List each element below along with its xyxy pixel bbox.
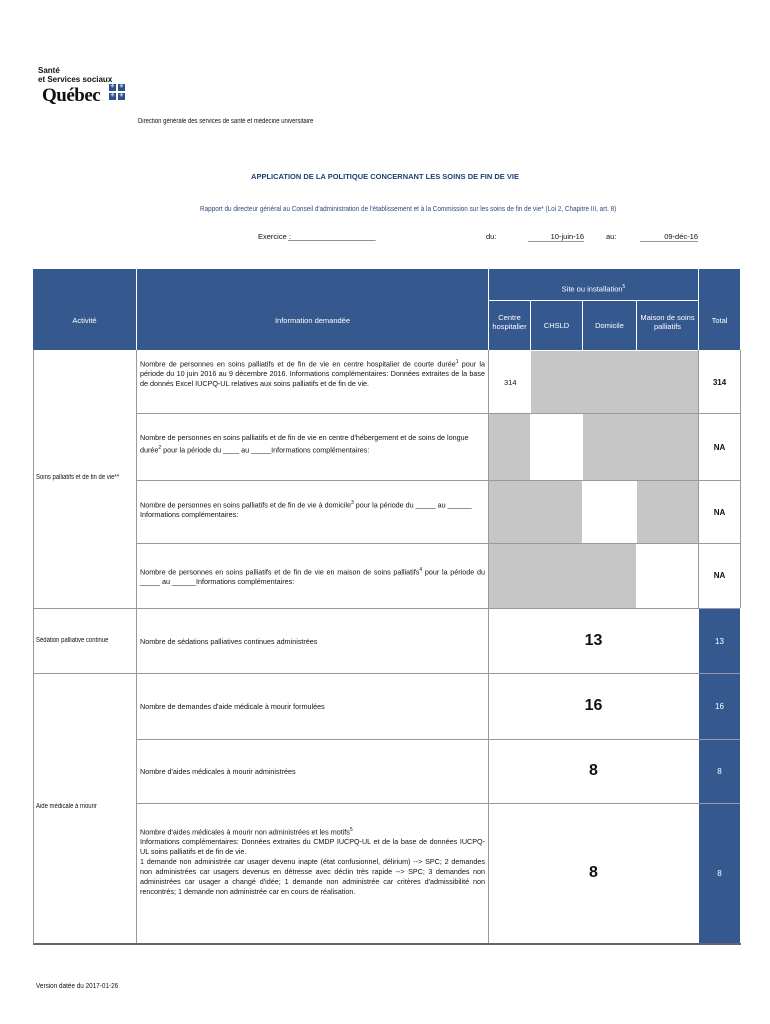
from-date: 10-juin-16	[528, 232, 584, 242]
row-5-value: 13	[584, 632, 603, 649]
col-centre-hospitalier: Centre hospitalier	[492, 313, 527, 331]
col-total: Total	[711, 316, 728, 325]
logo-line2: et Services sociaux	[38, 75, 113, 84]
from-label: du:	[486, 232, 497, 241]
fleur-de-lys-icon: ⚜ ⚜⚜ ⚜	[109, 84, 125, 99]
row-2-total: NA	[713, 443, 726, 452]
row-1-info: Nombre de personnes en soins palliatifs et de fin de vie en centre hospitalier de courte durée$^1$ pour la période du 10 juin 2016 au 9 décembre 2016. Informations complémentaires: Données extraites de la base de donnés Excel IUCPQ-UL relatives aux soins palliatifs et de fin de vie.	[140, 359, 485, 389]
logo	[38, 66, 128, 110]
row-4-info: Nombre de personnes en soins palliatifs et de fin de vie en maison de soins palliatifs$^4$ pour la période du _____ au ______Informations complémentaires:	[140, 567, 485, 587]
exercise-label: Exercice :	[258, 232, 291, 241]
page-title: APPLICATION DE LA POLITIQUE CONCERNANT LES SOINS DE FIN DE VIE	[251, 172, 519, 181]
logo-name: Québec	[42, 85, 101, 106]
row-7-value: 8	[589, 762, 598, 779]
activity-soins-palliatifs: Soins palliatifs et de fin de vie**	[36, 474, 120, 481]
col-site: Site ou installation$^5$	[561, 284, 626, 294]
row-5-info: Nombre de sédations palliatives continues administrées	[140, 637, 318, 646]
col-info: Information demandée	[274, 316, 351, 325]
row-2-info: Nombre de personnes en soins palliatifs et de fin de vie en centre d'hébergement et de soins de longue durée$^2$ pour la période du ____ au _____Informations complémentaires:	[140, 433, 469, 455]
col-maison: Maison de soins palliatifs	[640, 313, 695, 331]
to-date: 09-déc-16	[640, 232, 698, 242]
activity-aide-medicale: Aide médicale à mourir	[36, 803, 97, 810]
row-1-total: 314	[712, 378, 727, 387]
row-6-info: Nombre de demandes d'aide médicale à mourir formulées	[140, 702, 325, 711]
version-date: Version datée du 2017-01-26	[36, 981, 119, 990]
row-6-total: 16	[699, 702, 740, 711]
activity-sedation: Sédation palliative continue	[36, 637, 109, 644]
row-7-total: 8	[699, 767, 740, 776]
row-8-total: 8	[699, 869, 740, 878]
row-8-value: 8	[589, 864, 598, 881]
row-4-total: NA	[713, 571, 726, 580]
to-label: au:	[606, 232, 617, 241]
table-header	[33, 269, 740, 350]
row-3-total: NA	[713, 508, 726, 517]
exercise-value: _____________________	[288, 232, 376, 241]
directorate: Direction générale des services de santé et médecine universitaire	[138, 118, 314, 125]
logo-line1: Santé	[38, 66, 60, 75]
col-domicile: Domicile	[595, 321, 624, 330]
row-1-ch-value: 314	[504, 378, 517, 387]
row-5-total: 13	[699, 637, 740, 646]
row-3-info: Nombre de personnes en soins palliatifs et de fin de vie à domicile$^3$ pour la période du _____ au ______ Informations complémentaires:	[140, 500, 472, 520]
col-activity: Activité	[72, 316, 97, 325]
col-chsld: CHSLD	[543, 321, 570, 330]
subtitle: Rapport du directeur général au Conseil d'administration de l'établissement et à la Commission sur les soins de fin de vie* (Loi 2, Chapitre III, art. 8)	[200, 204, 617, 213]
row-6-value: 16	[584, 697, 603, 714]
row-8-info: Nombre d'aides médicales à mourir non administrées et les motifs$^5$ Informations complémentaires: Données extraites du CMDP IUCPQ-UL et de la base de données IUCPQ-UL soins palliatifs et de fin de vie. 1 demande non administrée car usager devenu inapte (état confusionnel, délirium) --> SPC; 2 demandes non administrées car usagers devenus en détresse avec déclin très rapide --> SPC; 3 demandes non administrées car usager a changé d'idée; 1 demande non administrée car critères d'admissibilité non rencontrés; 1 demande non administrée car en cours de réalisation.	[140, 827, 485, 897]
row-7-info: Nombre d'aides médicales à mourir administrées	[140, 767, 296, 776]
